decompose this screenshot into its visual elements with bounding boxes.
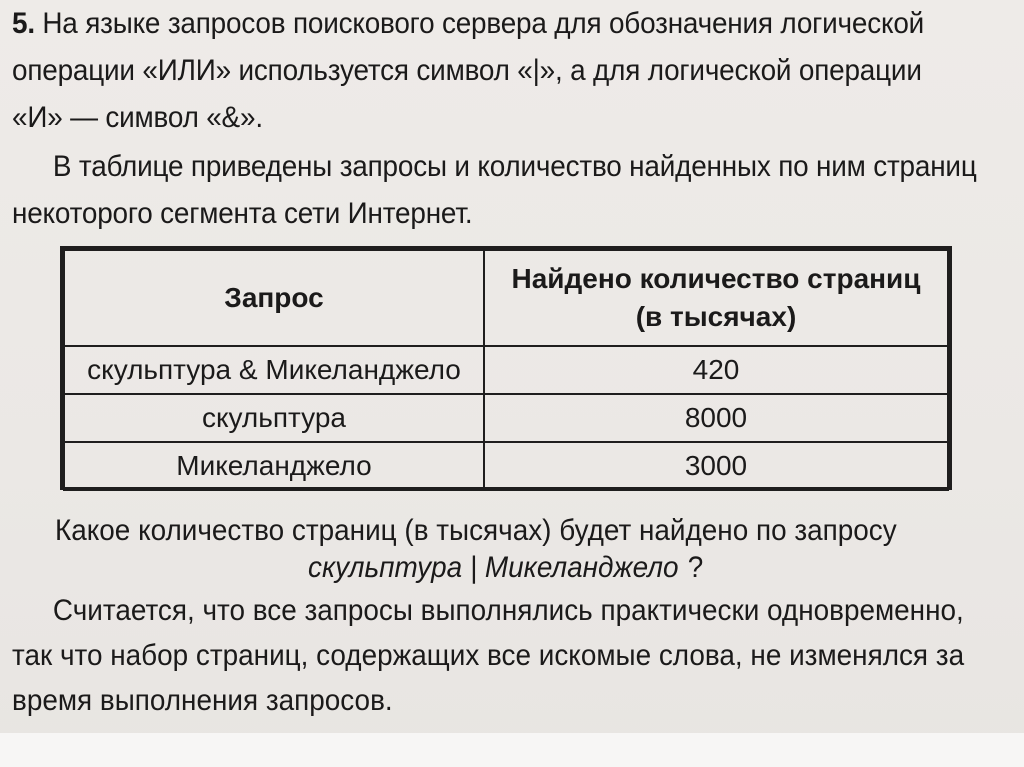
intro-line-1: 5. На языке запросов поискового сервера для обозначения логической	[12, 7, 925, 40]
intro-line-3: «И» — символ «&».	[12, 101, 263, 134]
table-header-row	[64, 250, 948, 346]
count-cell: 8000	[484, 394, 948, 442]
table-row	[64, 346, 948, 394]
header-query: Запрос	[64, 250, 484, 346]
results-table	[63, 249, 949, 491]
header-count	[484, 250, 948, 346]
assumption-note	[12, 588, 965, 723]
question-text: Какое количество страниц (в тысячах) будет найдено по запросу	[55, 514, 897, 547]
header-count-line2: (в тысячах)	[635, 301, 797, 332]
note-line-1: Считается, что все запросы выполнялись практически одновременно,	[52, 594, 964, 627]
query-expression	[308, 548, 703, 588]
task-number: 5.	[12, 7, 35, 40]
task-intro	[12, 0, 942, 141]
query-table	[60, 246, 952, 490]
page-bottom-margin	[0, 733, 1024, 767]
count-cell: 420	[484, 346, 948, 394]
table-intro-line-2: некоторого сегмента сети Интернет.	[12, 197, 473, 230]
table-row	[64, 442, 948, 490]
query-cell: скульптура	[64, 394, 484, 442]
table-intro	[12, 143, 977, 237]
note-line-3: время выполнения запросов.	[12, 684, 393, 717]
table-row	[64, 394, 948, 442]
note-line-2: так что набор страниц, содержащих все искомые слова, не изменялся за	[12, 639, 965, 672]
question-mark: ?	[687, 551, 704, 584]
query-cell: Микеланджело	[64, 442, 484, 490]
table-intro-line-1: В таблице приведены запросы и количество найденных по ним страниц	[52, 150, 977, 183]
query-text: скульптура | Микеланджело	[308, 551, 679, 584]
query-cell: скульптура & Микеланджело	[64, 346, 484, 394]
header-count-line1: Найдено количество страниц	[511, 263, 921, 294]
intro-line-2: операции «ИЛИ» используется символ «|», а для логической операции	[12, 54, 922, 87]
count-cell: 3000	[484, 442, 948, 490]
